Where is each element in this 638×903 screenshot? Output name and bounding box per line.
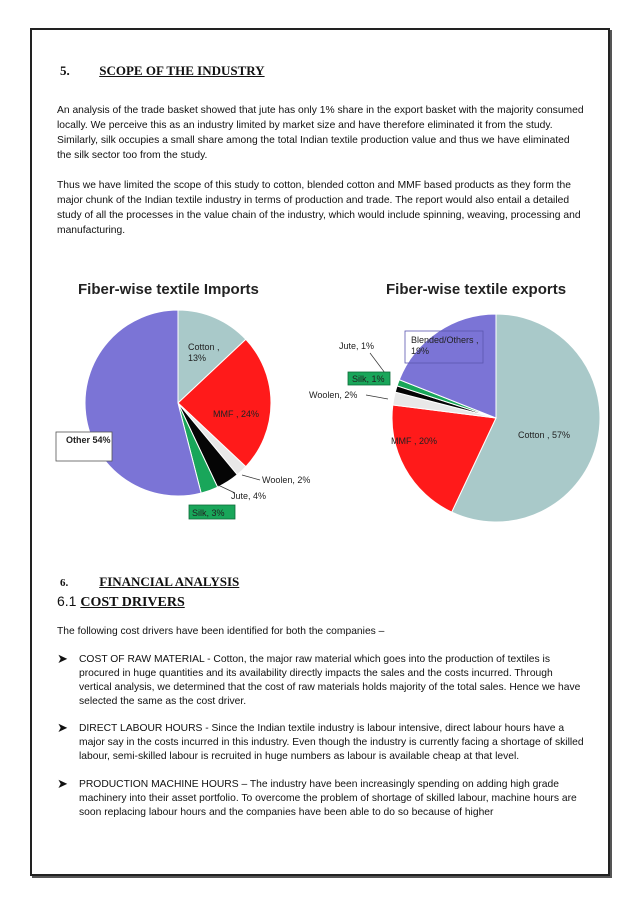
arrow-bullet-icon: ➤ [57,776,68,791]
pie-data-label: Silk, 1% [352,374,385,384]
subsection-title: COST DRIVERS [80,595,185,610]
exports-chart-title: Fiber-wise textile exports [386,281,567,298]
pie-data-label: Cotton , [188,342,220,352]
pie-data-label: MMF , 24% [213,409,260,419]
section-number: 5. [60,63,70,78]
pie-data-label: Silk, 3% [192,508,225,518]
scope-paragraph-1: An analysis of the trade basket showed that jute has only 1% share in the export basket with the majority consumed locally. We perceive this as an industry limited by market size and have therefore eliminated it from the study. Similarly, silk occupies a small share among the total Indian textile production value and thus we have eliminated the silk sector too from the study. [57,105,584,161]
arrow-bullet-icon: ➤ [57,720,68,735]
section-5-heading [60,63,265,79]
leader-line [366,395,388,399]
section-6-heading [60,574,239,590]
exports-pie-chart [300,305,600,525]
pie-data-label: 13% [188,353,207,363]
pie-data-label: Jute, 4% [231,491,267,501]
arrow-bullet-icon: ➤ [57,651,68,666]
imports-pie-chart [50,305,311,525]
pie-data-label: Other 54% [66,435,111,445]
leader-line [242,475,260,480]
imports-chart-title: Fiber-wise textile Imports [78,281,259,298]
scope-paragraph-2: Thus we have limited the scope of this study to cotton, blended cotton and MMF based products as they form the major chunk of the Indian textile industry in terms of production and trade. The report would also entail a detailed study of all the processes in the value chain of the industry, which would include spinning, weaving, processing and manufacturing. [57,180,581,236]
subsection-heading [57,593,185,611]
list-item-text: COST OF RAW MATERIAL - Cotton, the major raw material which goes into the production of textiles is procured in huge quantities and its availability directly impacts the sales and the costs incurred. Through vertical analysis, we determined that the cost of raw materials holds majority of the total sales. Hence we have selected the same as the cost driver. [79,654,581,707]
pie-data-label: Blended/Others , [411,335,479,345]
pie-data-label: Woolen, 2% [309,390,358,400]
pie-data-label: Cotton , 57% [518,430,571,440]
cost-drivers-intro: The following cost drivers have been identified for both the companies – [57,626,385,637]
section-title: SCOPE OF THE INDUSTRY [99,63,265,78]
pie-data-label: MMF , 20% [391,436,438,446]
section-title: FINANCIAL ANALYSIS [99,574,240,589]
list-item-text: DIRECT LABOUR HOURS - Since the Indian textile industry is labour intensive, direct labour hours have a major say in the costs incurred in this industry. Even though the industry is currently facing a shortage of skilled labour, semi-skilled labour is recruited in huge numbers as labour is available cheap at that level. [79,723,584,762]
pie-data-label: Woolen, 2% [262,475,311,485]
pie-data-label: 19% [411,346,430,356]
list-item-text: PRODUCTION MACHINE HOURS – The industry have been increasingly spending on adding high grade machinery into their asset portfolio. To overcome the problem of shortage of skilled labour, machine hours are soon replacing labour hours and the companies have been able to do so because of higher [79,779,577,818]
section-number: 6. [60,577,69,589]
subsection-number: 6.1 [57,593,77,609]
leader-line [370,353,385,373]
pie-data-label: Jute, 1% [339,341,375,351]
